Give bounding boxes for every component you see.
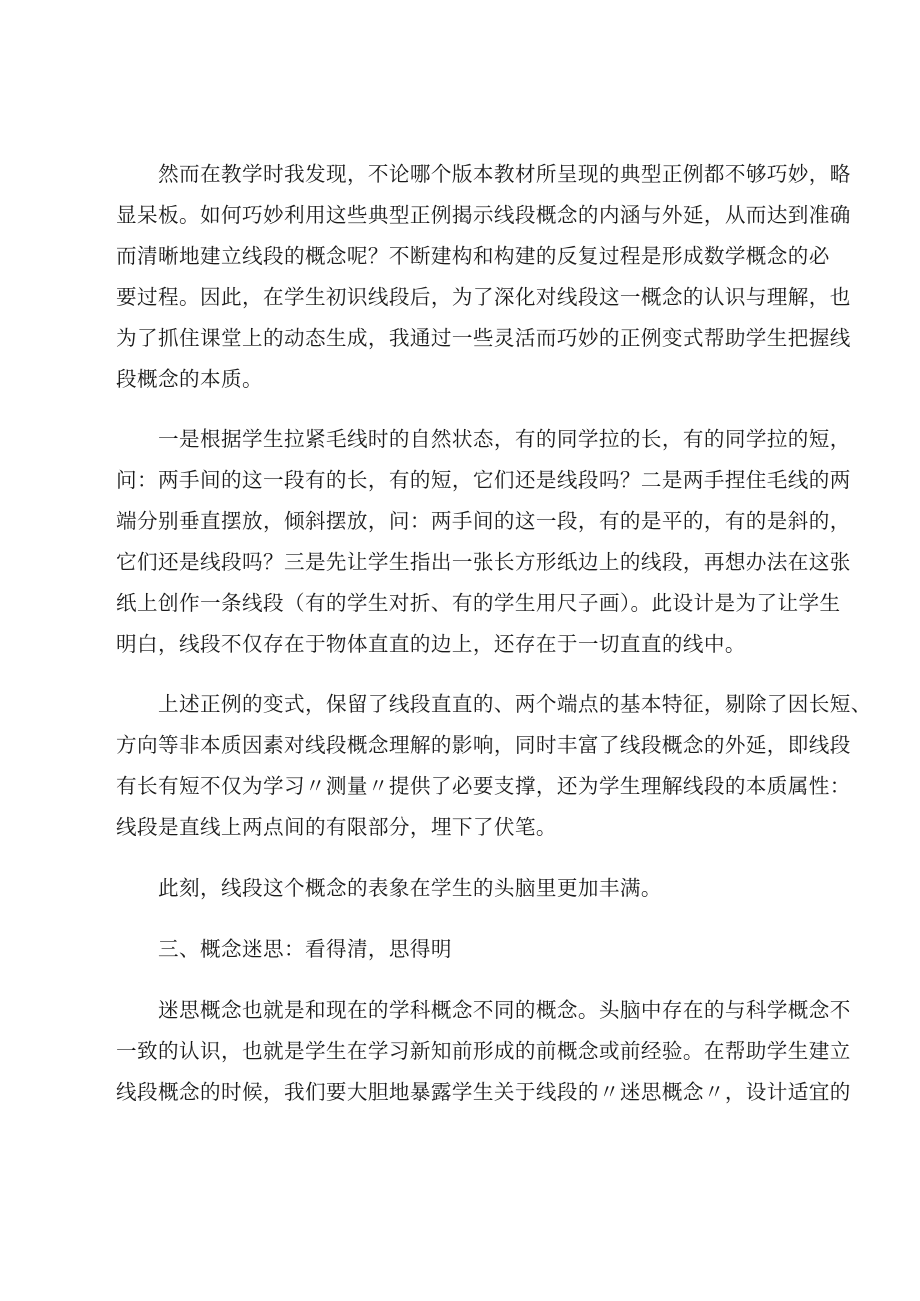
text-line: 要过程。因此，在学生初识线段后，为了深化对线段这一概念的认识与理解，也 [116,285,851,309]
text-line: 上述正例的变式，保留了线段直直的、两个端点的基本特征，剔除了因长短、 [158,692,872,716]
text-line: 明白，线段不仅存在于物体直直的边上，还存在于一切直直的线中。 [116,632,746,656]
paragraph-4 [116,868,816,909]
text-line: 问：两手间的这一段有的长，有的短，它们还是线段吗？二是两手捏住毛线的两 [116,468,851,492]
paragraph-3 [116,684,872,848]
text-line: 方向等非本质因素对线段概念理解的影响，同时丰富了线段概念的外延，即线段 [116,733,851,757]
text-line: 段概念的本质。 [116,367,263,391]
paragraph-5 [116,990,851,1113]
paragraph-2 [116,419,851,665]
text-line: 一致的认识，也就是学生在学习新知前形成的前概念或前经验。在帮助学生建立 [116,1039,851,1063]
text-line: 而清晰地建立线段的概念呢？不断建构和构建的反复过程是形成数学概念的必 [116,244,830,268]
text-line: 然而在教学时我发现，不论哪个版本教材所呈现的典型正例都不够巧妙，略 [158,162,851,186]
text-line: 纸上创作一条线段（有的学生对折、有的学生用尺子画）。此设计是为了让学生 [116,591,841,615]
paragraph-1 [116,154,851,400]
text-line: 它们还是线段吗？三是先让学生指出一张长方形纸边上的线段，再想办法在这张 [116,550,851,574]
text-line: 端分别垂直摆放，倾斜摆放，问：两手间的这一段，有的是平的，有的是斜的， [116,509,851,533]
text-line: 有长有短不仅为学习〃测量〃提供了必要支撑，还为学生理解线段的本质属性： [116,774,851,798]
text-line: 一是根据学生拉紧毛线时的自然状态，有的同学拉的长，有的同学拉的短， [158,427,851,451]
text-line: 线段概念的时候，我们要大胆地暴露学生关于线段的〃迷思概念〃，设计适宜的 [116,1080,851,1104]
text-line: 迷思概念也就是和现在的学科概念不同的概念。头脑中存在的与科学概念不 [158,998,851,1022]
text-line: 显呆板。如何巧妙利用这些典型正例揭示线段概念的内涵与外延，从而达到准确 [116,203,851,227]
heading-text: 三、概念迷思：看得清，思得明 [158,937,452,961]
text-line: 此刻，线段这个概念的表象在学生的头脑里更加丰满。 [158,876,662,900]
section-heading [116,929,816,970]
text-line: 为了抓住课堂上的动态生成，我通过一些灵活而巧妙的正例变式帮助学生把握线 [116,326,851,350]
text-line: 线段是直线上两点间的有限部分，埋下了伏笔。 [116,815,557,839]
